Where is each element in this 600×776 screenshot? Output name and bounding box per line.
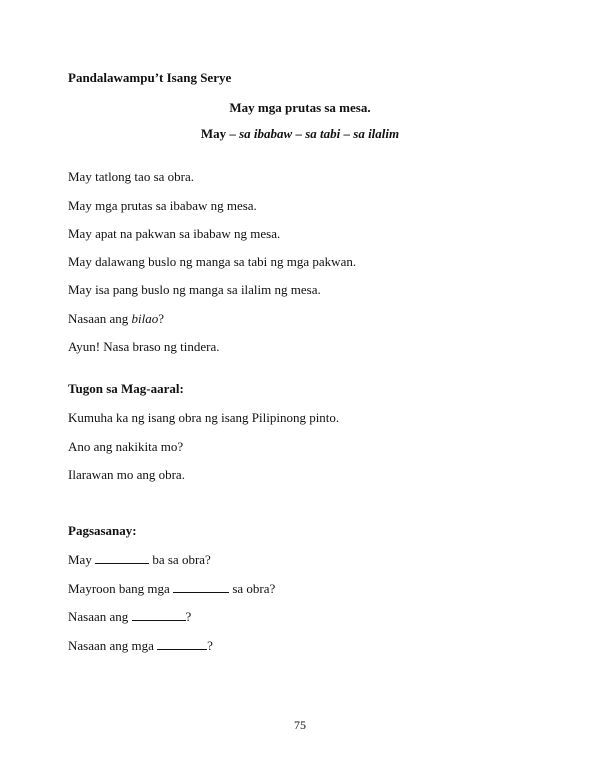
sentence: May tatlong tao sa obra. [68,169,194,184]
question-mark: ? [158,311,165,326]
sentence-pattern [0,126,600,142]
practice-text: ? [185,609,192,624]
question-line [68,311,164,327]
answer-blank [95,552,149,564]
practice-text: ba sa obra? [149,552,211,567]
sentence: May isa pang buslo ng manga sa ilalim ng mesa. [68,282,321,297]
series-title: Pandalawampu’t Isang Serye [68,70,232,85]
sentence: May dalawang buslo ng manga sa tabi ng mga pakwan. [68,254,357,269]
practice-text: Mayroon bang mga [68,581,174,596]
response-line: Kumuha ka ng isang obra ng isang Pilipinong pinto. [68,410,340,425]
question-italic-word: bilao [131,311,159,326]
practice-item [68,609,191,625]
pattern-dash: – [292,126,306,141]
practice-text: May [68,552,96,567]
practice-heading: Pagsasanay: [68,523,137,538]
pattern-item-ibabaw: sa ibabaw [239,126,293,141]
page-number: 75 [294,718,306,732]
practice-item [68,552,211,568]
answer-blank [157,638,207,650]
sentence: May mga prutas sa ibabaw ng mesa. [68,198,257,213]
pattern-item-ilalim: sa ilalim [353,126,400,141]
practice-text: ? [207,638,213,653]
response-line: Ano ang nakikita mo? [68,439,184,454]
practice-text: sa obra? [229,581,276,596]
practice-text: Nasaan ang [68,609,132,624]
answer-blank [132,609,186,621]
practice-item [68,638,213,654]
answer-line: Ayun! Nasa braso ng tindera. [68,339,220,354]
sentence: May apat na pakwan sa ibabaw ng mesa. [68,226,281,241]
lesson-title: May mga prutas sa mesa. [229,100,371,115]
pattern-lead: May – [200,126,240,141]
question-text: Nasaan ang [68,311,132,326]
practice-item [68,581,275,597]
practice-text: Nasaan ang mga [68,638,158,653]
response-line: Ilarawan mo ang obra. [68,467,185,482]
pattern-item-tabi: sa tabi [305,126,341,141]
response-heading: Tugon sa Mag-aaral: [68,381,184,396]
pattern-dash: – [340,126,354,141]
answer-blank [173,581,229,593]
